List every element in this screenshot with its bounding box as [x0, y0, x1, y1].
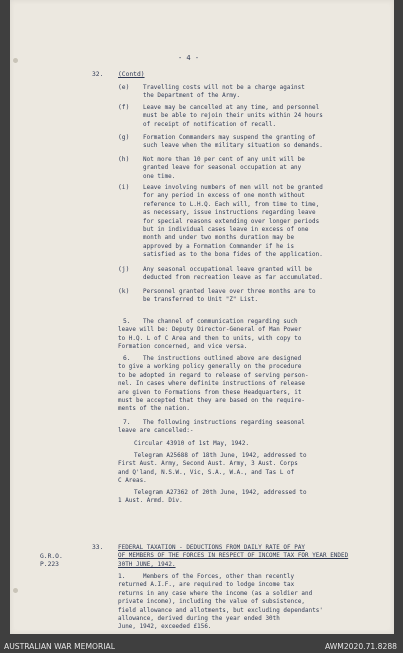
item-label: (i) [118, 184, 130, 191]
sub-number: 1. [118, 573, 126, 580]
item-text-line: such leave when the military situation so demands. [143, 143, 323, 150]
para-text-line: to be adopted in regard to release of serving person- [118, 372, 309, 379]
item-label: (f) [118, 104, 130, 111]
page-number: - 4 - [178, 54, 200, 62]
margin-reference: G.R.O. [40, 553, 63, 560]
para-text-line: returns in any case where the income (as a soldier and [118, 590, 313, 597]
para-text-line: June, 1942, exceeded £156. [118, 624, 212, 631]
item-text-line: for special reasons extending over longer periods [143, 218, 320, 225]
reference-line: Telegram A25688 of 18th June, 1942, addressed to [134, 453, 307, 459]
item-text-line: the Department of the Army. [143, 93, 241, 100]
reference-line: and Q'land, N.S.W., Vic, S.A., W.A., and Tas L of [118, 469, 295, 476]
item-label: (e) [118, 84, 130, 91]
document-page [10, 0, 394, 634]
para-text-line: The channel of communication regarding such [143, 319, 298, 325]
archive-caption-bar [0, 641, 403, 653]
item-label: (k) [118, 288, 130, 295]
para-number: 33. [92, 544, 104, 551]
item-text-line: Formation Commanders may suspend the granting of [143, 135, 316, 141]
reference-line: Telegram A27362 of 20th June, 1942, addressed to [134, 490, 307, 496]
item-text-line: one time. [143, 173, 176, 180]
item-text-line: Leave involving numbers of men will not be granted [143, 185, 323, 191]
item-text-line: reference to L.H.Q. Each will, from time to time, [143, 201, 320, 208]
para-text-line: allowance, derived during the year ended 30th [118, 616, 280, 622]
item-text-line: be transferred to Unit "Z" List. [143, 297, 259, 304]
reference-line: Circular 43910 of 1st May, 1942. [134, 441, 250, 447]
punch-hole [13, 588, 18, 593]
item-text-line: Any seasonal occupational leave granted will be [143, 267, 313, 273]
para-text-line: leave will be: Deputy Director-General of Man Power [118, 327, 302, 334]
item-text-line: as necessary, issue instructions regarding leave [143, 210, 316, 217]
item-text-line: Leave may be cancelled at any time, and personnel [143, 105, 320, 111]
para-text-line: returned A.I.F., are required to lodge income tax [118, 582, 295, 589]
para-number: 5. [123, 318, 131, 325]
margin-reference: P.223 [40, 561, 59, 568]
item-text-line: deducted from recreation leave as far accumulated. [143, 275, 323, 282]
para-text-line: Formation concerned, and vice versa. [118, 344, 248, 351]
para-text-line: field allowance and allotments, but excluding dependants' [118, 607, 323, 614]
archive-name: AUSTRALIAN WAR MEMORIAL [4, 642, 115, 651]
para-text-line: private income), including the value of subsistence, [118, 599, 306, 606]
item-label: (g) [118, 134, 130, 141]
para-text-line: Members of the Forces, other than recently [143, 574, 295, 580]
reference-line: First Aust. Army, Second Aust. Army, 3 Aust. Corps [118, 461, 298, 468]
item-text-line: of receipt of notification of recall. [143, 121, 277, 128]
item-text-line: Travelling costs will not be a charge against [143, 85, 305, 91]
para-text-line: to H.Q. L of C Area and then to units, with copy to [118, 335, 302, 342]
archive-reference: AWM2020.71.8288 [325, 642, 397, 651]
heading-line: FEDERAL TAXATION - DEDUCTIONS FROM DAILY RATE OF PAY [118, 545, 306, 551]
para-text-line: leave are cancelled:- [118, 428, 194, 435]
para-text-line: The instructions outlined above are designed [143, 356, 302, 362]
item-text-line: approved by a Formation Commander if he is [143, 243, 295, 250]
para-number: 6. [123, 355, 131, 362]
item-text-line: granted leave for seasonal occupation at any [143, 165, 302, 172]
item-text-line: month and under two months duration may be [143, 235, 295, 242]
para-text-line: are given to Formations from these Headquarters, it [118, 389, 302, 396]
reference-line: 1 Aust. Armd. Div. [118, 498, 183, 505]
reference-line: C Areas. [118, 478, 147, 485]
heading-line: OF MEMBERS OF THE FORCES IN RESPECT OF INCOME TAX FOR YEAR ENDED [118, 553, 349, 560]
para-text-line: ments of the nation. [118, 406, 190, 413]
item-text-line: Not more than 10 per cent of any unit will be [143, 157, 305, 163]
para-number: 32. [92, 71, 104, 78]
item-text-line: for any period in excess of one month without [143, 193, 305, 200]
item-text-line: must be able to rejoin their units within 24 hours [143, 113, 323, 120]
para-text-line: The following instructions regarding seasonal [143, 420, 305, 426]
item-text-line: satisfied as to the bona fides of the application. [143, 252, 323, 259]
para-heading: (Contd) [118, 71, 145, 78]
punch-hole [13, 58, 18, 63]
item-label: (j) [118, 266, 130, 273]
item-text-line: Personnel granted leave over three months are to [143, 289, 316, 295]
item-text-line: but in individual cases leave in excess of one [143, 227, 309, 233]
para-text-line: nel. In cases where definite instructions of release [118, 381, 306, 388]
para-number: 7. [123, 419, 131, 426]
heading-line: 30TH JUNE, 1942. [118, 561, 176, 568]
item-label: (h) [118, 156, 130, 163]
para-text-line: to give a working policy generally on the procedure [118, 364, 302, 371]
para-text-line: must be accepted that they are based on the require- [118, 398, 306, 404]
